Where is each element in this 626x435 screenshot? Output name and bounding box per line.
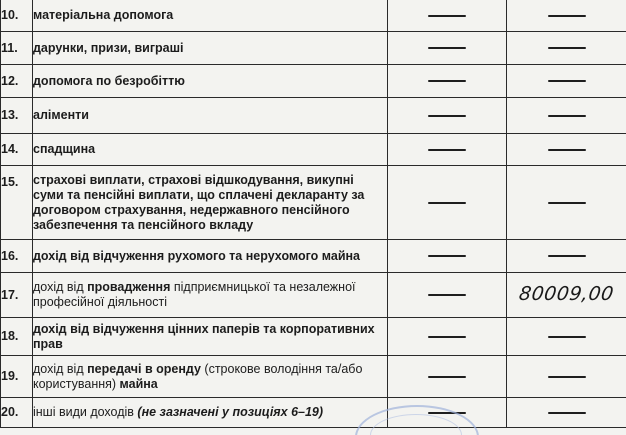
value-cell — [388, 32, 507, 65]
value-cell — [507, 240, 626, 273]
value-cell — [388, 318, 507, 356]
value-cell — [388, 240, 507, 273]
dash-mark — [428, 376, 466, 378]
dash-mark — [548, 47, 586, 49]
value-cell — [388, 273, 507, 318]
table-row — [1, 32, 626, 65]
row-number: 15. — [1, 166, 33, 240]
value-cell — [388, 65, 507, 98]
value-cell — [507, 356, 626, 398]
label-part: інші види доходів — [33, 405, 138, 419]
table-row — [1, 356, 626, 398]
row-number: 13. — [1, 98, 33, 134]
dash-mark — [428, 15, 466, 17]
dash-mark — [548, 255, 586, 257]
value-cell — [388, 98, 507, 134]
row-label: матеріальна допомога — [33, 0, 388, 32]
handwritten-amount: 80009,00 — [517, 282, 616, 305]
label-part-bold: провадження — [87, 280, 171, 294]
row-number: 17. — [1, 273, 33, 318]
dash-mark — [428, 80, 466, 82]
value-cell — [507, 398, 626, 428]
row-label: допомога по безробіттю — [33, 65, 388, 98]
dash-mark — [428, 47, 466, 49]
label-part: (строкове володіння та/або користування) — [33, 361, 363, 391]
table-row — [1, 65, 626, 98]
value-cell — [388, 166, 507, 240]
value-cell — [507, 318, 626, 356]
dash-mark — [428, 255, 466, 257]
row-label — [33, 356, 388, 398]
label-part-bold: передачі в оренду — [87, 361, 201, 376]
row-label — [33, 273, 388, 318]
row-number: 18. — [1, 318, 33, 356]
row-number: 11. — [1, 32, 33, 65]
row-label: спадщина — [33, 134, 388, 166]
value-cell — [507, 98, 626, 134]
dash-mark — [428, 202, 466, 204]
row-label: дарунки, призи, виграші — [33, 32, 388, 65]
dash-mark — [428, 115, 466, 117]
value-cell — [507, 134, 626, 166]
value-cell — [507, 65, 626, 98]
table-row — [1, 98, 626, 134]
row-label — [33, 398, 388, 428]
label-part: дохід від — [33, 280, 88, 294]
dash-mark — [548, 376, 586, 378]
dash-mark — [548, 202, 586, 204]
table-row — [1, 166, 626, 240]
value-cell — [388, 134, 507, 166]
row-label: дохід від відчуження цінних паперів та корпоративних прав — [33, 318, 388, 356]
row-number: 10. — [1, 0, 33, 32]
table-row — [1, 273, 626, 318]
row-label: дохід від відчуження рухомого та нерухомого майна — [33, 240, 388, 273]
value-cell — [507, 32, 626, 65]
value-cell — [388, 0, 507, 32]
dash-mark — [548, 80, 586, 82]
dash-mark — [548, 412, 586, 414]
dash-mark — [548, 115, 586, 117]
row-number: 12. — [1, 65, 33, 98]
row-number: 20. — [1, 398, 33, 428]
table-row — [1, 398, 626, 428]
label-part-bold-italic: (не зазначені у позиціях 6–19) — [137, 405, 324, 419]
label-part: підприємницької та незалежної професійної діяльності — [33, 280, 356, 309]
table-row — [1, 134, 626, 166]
value-cell — [388, 356, 507, 398]
table-row — [1, 0, 626, 32]
dash-mark — [548, 149, 586, 151]
row-label: аліменти — [33, 98, 388, 134]
row-label: страхові виплати, страхові відшкодування, викупні суми та пенсійні виплати, що сплачені декларанту за договором страхування, недержавного пенсійного забезпечення та пенсійного вкладу — [33, 166, 388, 240]
table-row — [1, 318, 626, 356]
value-cell — [507, 0, 626, 32]
dash-mark — [548, 336, 586, 338]
dash-mark — [428, 294, 466, 296]
table-row — [1, 240, 626, 273]
row-number: 14. — [1, 134, 33, 166]
row-number: 19. — [1, 356, 33, 398]
label-part-bold: майна — [119, 376, 158, 391]
dash-mark — [428, 149, 466, 151]
label-part: дохід від — [33, 361, 88, 376]
dash-mark — [548, 15, 586, 17]
row-number: 16. — [1, 240, 33, 273]
value-cell — [507, 273, 626, 318]
value-cell — [507, 166, 626, 240]
dash-mark — [428, 336, 466, 338]
